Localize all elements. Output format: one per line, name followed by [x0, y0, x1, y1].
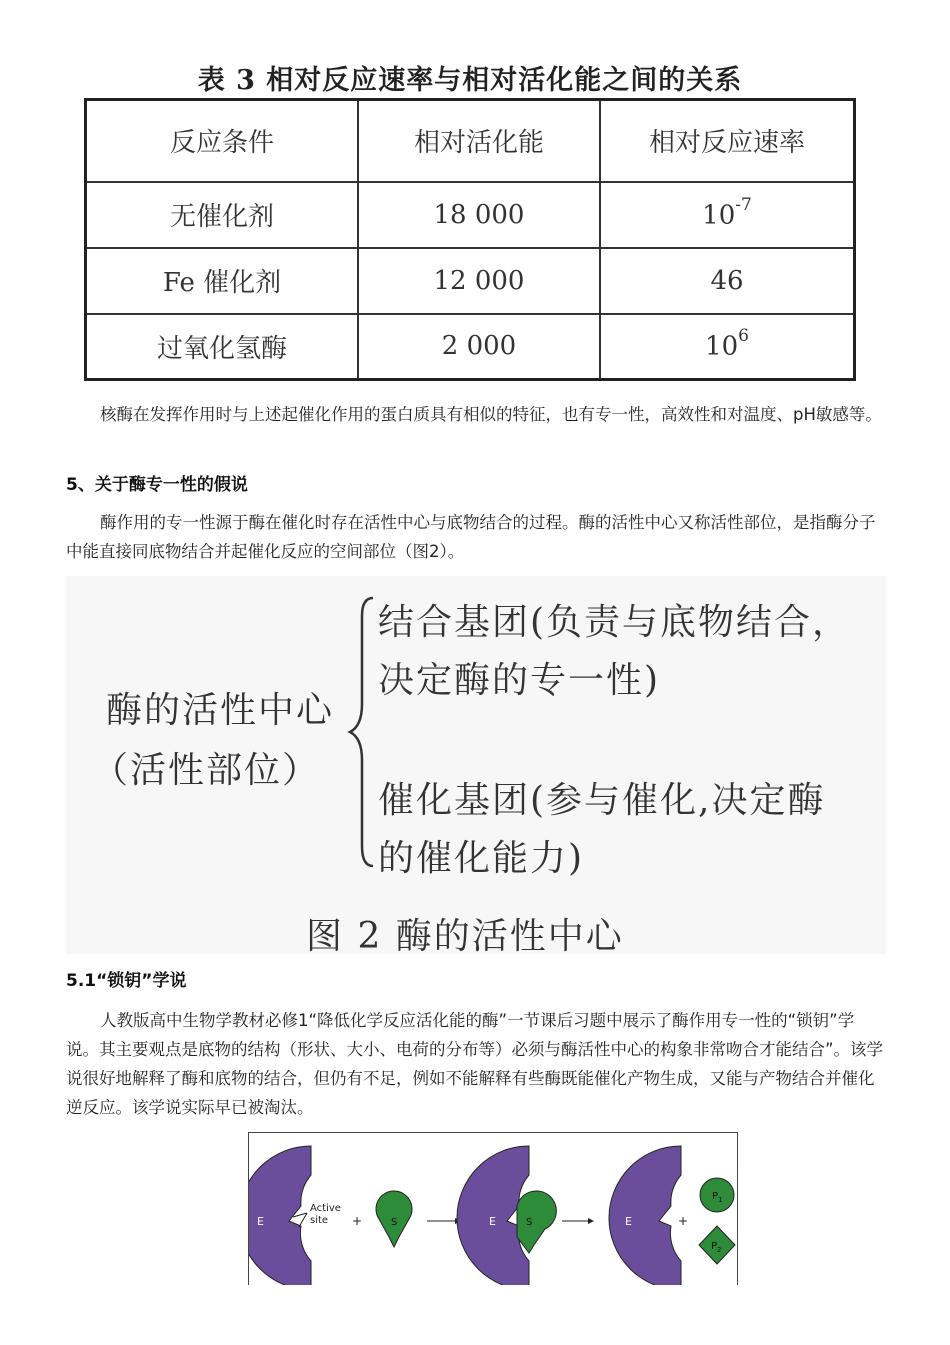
section-heading-5: 5、关于酶专一性的假说	[66, 475, 248, 495]
substrate-label: S	[391, 1217, 398, 1228]
rate-base: 10	[705, 332, 739, 363]
cell-condition: 无催化剂	[86, 182, 359, 248]
enzyme-label: E	[489, 1215, 496, 1228]
fig2-catalytic-line1: 催化基团(参与催化,决定酶	[378, 780, 826, 821]
cell-energy: 18 000	[358, 182, 600, 248]
cell-condition: 过氧化氢酶	[86, 314, 359, 380]
paragraph-active-center: 酶作用的专一性源于酶在催化时存在活性中心与底物结合的过程。酶的活性中心又称活性部位，是指酶分子中能直接同底物结合并起催化反应的空间部位（图2）。	[66, 513, 876, 561]
cell-energy: 2 000	[358, 314, 600, 380]
fig2-caption: 图 2 酶的活性中心	[306, 916, 624, 957]
plus-sign-1: +	[352, 1214, 363, 1228]
paragraph-lock-key: 人教版高中生物学教材必修1“降低化学反应活化能的酶”一节课后习题中展示了酶作用专一性的“锁钥”学说。其主要观点是底物的结构（形状、大小、电荷的分布等）必须与酶活性中心的构象非常吻合才能结合”。该学说很好地解释了酶和底物的结合，但仍有不足，例如不能解释有些酶既能催化产物生成，又能与产物结合并催化逆反应。该学说实际早已被淘汰。	[66, 1011, 884, 1117]
figure-lock-and-key	[248, 1132, 738, 1285]
fig2-catalytic-line2: 的催化能力)	[378, 838, 585, 879]
table-row	[86, 182, 855, 248]
table-caption: 表 3 相对反应速率与相对活化能之间的关系	[197, 65, 743, 96]
section-heading-5-1: 5.1“锁钥”学说	[66, 971, 187, 991]
fig2-left-line2: （活性部位）	[92, 750, 321, 791]
header-rate: 相对反应速率	[600, 100, 855, 182]
enzyme-label: E	[257, 1215, 264, 1228]
fig2-binding-line1: 结合基团(负责与底物结合，	[378, 602, 851, 643]
paragraph-ribozyme: 核酶在发挥作用时与上述起催化作用的蛋白质具有相似的特征，也有专一性，高效性和对温度、pH敏感等。	[100, 405, 882, 424]
rate-energy-table	[84, 98, 856, 381]
plus-sign-2: +	[678, 1214, 689, 1228]
substrate-shape	[517, 1191, 556, 1253]
fig2-binding-line2: 决定酶的专一性)	[378, 660, 661, 701]
cell-condition: Fe 催化剂	[86, 248, 359, 314]
cell-rate	[600, 182, 855, 248]
product-2-label: $P_2$	[711, 1241, 722, 1254]
table-row	[86, 314, 855, 380]
product-1-label: $P_1$	[712, 1191, 723, 1204]
cell-rate	[600, 248, 855, 314]
cell-energy: 12 000	[358, 248, 600, 314]
substrate-label: S	[526, 1217, 533, 1228]
header-energy: 相对活化能	[358, 100, 600, 182]
header-condition: 反应条件	[86, 100, 359, 182]
rate-exponent: 6	[738, 326, 749, 347]
enzyme-label: E	[625, 1215, 632, 1228]
active-site-label-line2: site	[310, 1215, 329, 1226]
rate-base: 46	[710, 265, 744, 296]
figure-active-center	[66, 576, 886, 957]
rate-base: 10	[702, 200, 736, 231]
cell-rate	[600, 314, 855, 380]
enzyme-shape	[609, 1146, 681, 1285]
active-site-label-line1: Active	[310, 1203, 341, 1214]
rate-exponent: -7	[735, 194, 752, 215]
table-header-row	[86, 100, 855, 182]
table-row	[86, 248, 855, 314]
fig2-left-line1: 酶的活性中心	[106, 690, 335, 731]
